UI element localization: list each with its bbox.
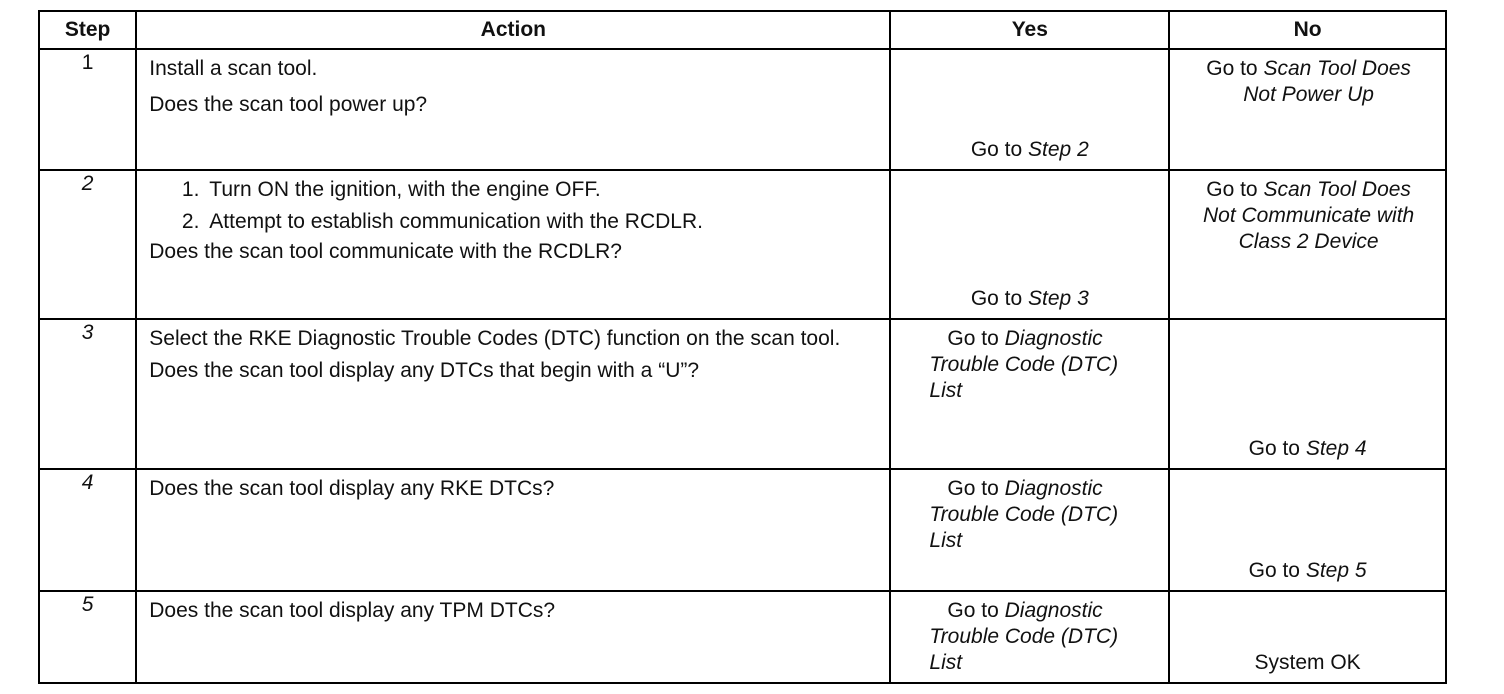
no-result: System OK [1254,651,1361,674]
action-cell [136,591,890,683]
no-goto[interactable]: Go to Step 4 [1248,437,1367,460]
yes-goto[interactable]: Go to Diagnostic Trouble Code (DTC) List [929,477,1119,552]
action-step: 1. Turn ON the ignition, with the engine OFF. [205,177,879,203]
no-cell [1169,170,1446,319]
yes-goto[interactable]: Go to Step 2 [970,138,1089,161]
action-cell [136,319,890,469]
action-question: Does the scan tool communicate with the RCDLR? [149,240,622,263]
yes-cell [890,170,1169,319]
yes-goto[interactable]: Go to Diagnostic Trouble Code (DTC) List [929,599,1119,674]
table-row [39,319,1446,469]
diagnostic-table [38,10,1447,684]
action-cell [136,469,890,591]
header-action: Action [136,11,890,49]
yes-cell [890,319,1169,469]
header-yes: Yes [890,11,1169,49]
step-number: 2 [39,170,136,319]
table-row [39,49,1446,170]
yes-cell [890,591,1169,683]
step-number: 1 [39,49,136,170]
no-goto[interactable]: Go to Scan Tool Does Not Communicate with Class 2 Device [1202,178,1415,253]
header-no: No [1169,11,1446,49]
no-cell [1169,319,1446,469]
table-row [39,469,1446,591]
yes-goto[interactable]: Go to Step 3 [970,287,1089,310]
table-row [39,170,1446,319]
no-cell [1169,469,1446,591]
no-cell [1169,49,1446,170]
no-goto[interactable]: Go to Step 5 [1248,559,1367,582]
yes-cell [890,49,1169,170]
action-question: Does the scan tool display any DTCs that begin with a “U”? [149,359,700,382]
action-question: Does the scan tool display any TPM DTCs? [149,599,556,622]
yes-goto[interactable]: Go to Diagnostic Trouble Code (DTC) List [929,327,1119,402]
step-number: 3 [39,319,136,469]
action-text: Install a scan tool. [149,57,318,80]
no-goto[interactable]: Go to Scan Tool Does Not Power Up [1206,57,1411,106]
step-number: 4 [39,469,136,591]
action-cell [136,49,890,170]
yes-cell [890,469,1169,591]
action-question: Does the scan tool power up? [149,93,428,116]
header-step: Step [39,11,136,49]
step-number: 5 [39,591,136,683]
action-step: 2. Attempt to establish communication with the RCDLR. [205,209,879,235]
header-row [39,11,1446,49]
action-text: Select the RKE Diagnostic Trouble Codes (DTC) function on the scan tool. [149,327,841,350]
no-cell [1169,591,1446,683]
action-cell [136,170,890,319]
table-row [39,591,1446,683]
action-question: Does the scan tool display any RKE DTCs? [149,477,555,500]
